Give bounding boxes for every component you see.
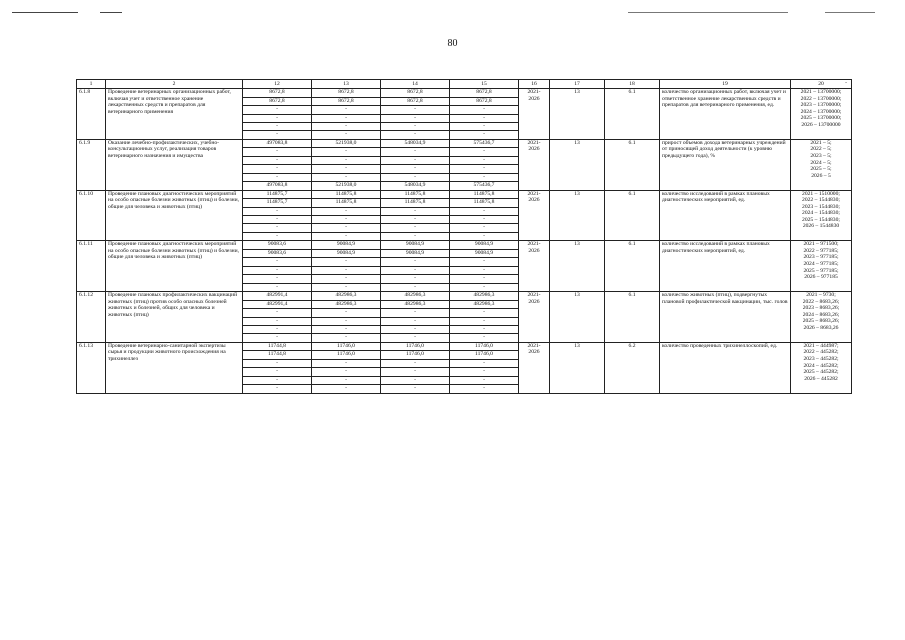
column-17-cell: 13	[550, 241, 605, 292]
value-cell: 548034,9	[381, 181, 450, 190]
value-cell: -	[450, 216, 519, 224]
table-row	[77, 292, 852, 301]
value-cell: -	[243, 106, 312, 114]
value-cell: -	[450, 106, 519, 114]
target-value: 2022 – 5;	[810, 146, 832, 153]
table-row	[77, 139, 852, 148]
value-cell: -	[312, 106, 381, 114]
value-cell: 482986,3	[381, 292, 450, 301]
value-cell: 482986,3	[312, 300, 381, 309]
value-cell: -	[312, 207, 381, 215]
value-cell: -	[312, 216, 381, 224]
value-cell: -	[450, 165, 519, 173]
value-cell: 90084,9	[450, 241, 519, 250]
scan-edge-line	[825, 12, 875, 13]
value-cell: 575436,7	[450, 139, 519, 148]
indicator-cell: количество организационных работ, включая учет и ответственное хранение лекарственных средств и препаратов для ветеринарного применения, ед.	[660, 89, 791, 140]
value-cell: -	[243, 317, 312, 325]
target-value: 2025 – 8683,26;	[802, 318, 840, 325]
header-cell: 19	[660, 80, 791, 89]
value-cell: -	[450, 266, 519, 274]
value-cell: -	[312, 258, 381, 266]
item-name: Проведение ветеринарных организационных работ, включая учет и ответственное хранение лекарственных средств и препаратов для ветеринарного применения	[106, 89, 243, 140]
value-cell: 8672,8	[450, 89, 519, 98]
value-cell: 482986,3	[450, 292, 519, 301]
target-value: 2022 – 977185;	[803, 247, 839, 254]
value-cell: -	[312, 148, 381, 156]
value-cell: 8672,8	[450, 97, 519, 106]
header-cell: 1	[77, 80, 106, 89]
header-cell: 16	[519, 80, 550, 89]
value-cell: 11746,0	[312, 351, 381, 360]
value-cell: -	[381, 216, 450, 224]
period-cell: 2021- 2026	[519, 241, 550, 292]
item-name: Проведение ветеринарно-санитарной экспертизы сырья и продукции животного происхождения на трихинеллез	[106, 342, 243, 393]
value-cell: -	[312, 334, 381, 342]
value-cell: -	[381, 368, 450, 376]
value-cell: 11746,0	[381, 351, 450, 360]
period-cell: 2021- 2026	[519, 190, 550, 241]
value-cell: -	[450, 283, 519, 291]
value-cell: 8672,8	[381, 89, 450, 98]
value-cell: -	[312, 122, 381, 130]
value-cell: -	[450, 385, 519, 393]
header-cell: 12	[243, 80, 312, 89]
value-cell: 8672,8	[312, 97, 381, 106]
value-cell: -	[381, 106, 450, 114]
value-cell: 482991,4	[243, 300, 312, 309]
value-cell: -	[450, 148, 519, 156]
period-cell: 2021- 2026	[519, 139, 550, 190]
value-cell: -	[312, 309, 381, 317]
value-cell: -	[312, 156, 381, 164]
value-cell: -	[381, 283, 450, 291]
value-cell: -	[312, 173, 381, 181]
value-cell: 482986,3	[450, 300, 519, 309]
target-value: 2026 – 1544830	[802, 223, 840, 230]
target-value: 2025 – 977185;	[803, 267, 839, 274]
value-cell: -	[381, 359, 450, 367]
value-cell: -	[312, 385, 381, 393]
value-cell: -	[381, 131, 450, 139]
value-cell: -	[450, 258, 519, 266]
value-cell: 11746,0	[381, 342, 450, 351]
header-label: 20	[818, 80, 824, 87]
target-value: 2023 – 445282;	[803, 355, 839, 362]
target-value: 2024 – 8683,26;	[802, 311, 840, 318]
value-cell: -	[450, 309, 519, 317]
value-cell: 8672,8	[243, 89, 312, 98]
value-cell: -	[381, 165, 450, 173]
indicator-cell: прирост объемов дохода ветеринарных учреждений от приносящей доход деятельности (к уровню предыдущего года), %	[660, 139, 791, 190]
target-value: 2025 – 5;	[810, 166, 832, 173]
target-value: 2023 – 5;	[810, 152, 832, 159]
item-name: Проведение плановых диагностических мероприятий на особо опасные болезни животных (птиц) и болезни, общие для человека и животных (птиц)	[106, 241, 243, 292]
value-cell: 114875,7	[243, 190, 312, 199]
item-id: 6.1.10	[77, 190, 106, 241]
column-17-cell: 13	[550, 292, 605, 343]
target-value: 2021 – 1510000;	[802, 190, 840, 197]
target-value: 2026 – 977185	[804, 274, 838, 281]
value-cell: 8672,8	[243, 97, 312, 106]
value-cell: 114875,8	[381, 190, 450, 199]
column-17-cell: 13	[550, 342, 605, 393]
value-cell: 497083,8	[243, 181, 312, 190]
value-cell: -	[243, 173, 312, 181]
item-id: 6.1.12	[77, 292, 106, 343]
target-value: 2026 – 13700000	[801, 121, 841, 128]
value-cell: -	[243, 148, 312, 156]
target-value: 2024 – 977185;	[803, 261, 839, 268]
value-cell: 11746,0	[450, 351, 519, 360]
target-value: 2022 – 445282;	[803, 349, 839, 356]
target-value: 2025 – 445282;	[803, 369, 839, 376]
value-cell: 114875,7	[243, 199, 312, 208]
target-value: 2026 – 5	[811, 172, 831, 179]
value-cell: -	[381, 317, 450, 325]
target-value: 2021 – 5;	[810, 139, 832, 146]
value-cell: 114875,8	[381, 199, 450, 208]
value-cell: 521938,0	[312, 139, 381, 148]
column-17-cell: 13	[550, 89, 605, 140]
item-name: Проведение плановых профилактических вакцинаций животных (птиц) против особо опасных болезней животных и болезней, общих для человека и животных (птиц)	[106, 292, 243, 343]
target-values-cell	[791, 292, 852, 343]
header-cell: 15	[450, 80, 519, 89]
value-cell: -	[312, 224, 381, 232]
program-table	[76, 79, 852, 394]
target-values-cell	[791, 190, 852, 241]
column-18-cell: 6.1	[605, 89, 660, 140]
header-cell: 18	[605, 80, 660, 89]
value-cell: 521938,0	[312, 181, 381, 190]
target-value: 2023 – 13700000;	[800, 102, 842, 109]
value-cell: 482991,4	[243, 292, 312, 301]
period-cell: 2021- 2026	[519, 89, 550, 140]
value-cell: -	[450, 207, 519, 215]
item-id: 6.1.8	[77, 89, 106, 140]
target-values-cell	[791, 139, 852, 190]
scan-edge-line	[100, 12, 122, 13]
value-cell: 90084,9	[381, 249, 450, 258]
corner-mark: -	[845, 80, 847, 86]
value-cell: -	[243, 207, 312, 215]
item-name: Оказание лечебно-профилактических, учебно-консультационных услуг, реализация товаров ветеринарного назначения и имущества	[106, 139, 243, 190]
value-cell: -	[243, 359, 312, 367]
value-cell: 11744,8	[243, 342, 312, 351]
value-cell: -	[450, 325, 519, 333]
value-cell: -	[243, 309, 312, 317]
target-value: 2025 – 13700000;	[800, 115, 842, 122]
value-cell: -	[312, 275, 381, 283]
value-cell: -	[450, 368, 519, 376]
table-row	[77, 241, 852, 250]
value-cell: -	[450, 317, 519, 325]
value-cell: 11746,0	[312, 342, 381, 351]
value-cell: 8672,8	[312, 89, 381, 98]
value-cell: -	[312, 165, 381, 173]
header-row	[77, 80, 852, 89]
value-cell: -	[381, 156, 450, 164]
value-cell: -	[243, 131, 312, 139]
value-cell: 482986,3	[381, 300, 450, 309]
value-cell: -	[243, 156, 312, 164]
value-cell: -	[243, 258, 312, 266]
value-cell: 90084,9	[381, 241, 450, 250]
value-cell: 497083,8	[243, 139, 312, 148]
target-value: 2021 – 13700000;	[800, 89, 842, 95]
item-id: 6.1.11	[77, 241, 106, 292]
value-cell: 114875,8	[450, 199, 519, 208]
indicator-cell: количество исследований в рамках плановых диагностических мероприятий, ед.	[660, 190, 791, 241]
target-value: 2024 – 1544830;	[802, 210, 840, 217]
value-cell: -	[243, 114, 312, 122]
target-value: 2026 – 8683,26	[803, 324, 839, 331]
header-cell: 14	[381, 80, 450, 89]
indicator-cell: количество животных (птиц), подвергнутых плановой профилактической вакцинации, тыс. голов	[660, 292, 791, 343]
value-cell: -	[312, 368, 381, 376]
target-value: 2022 – 13700000;	[800, 95, 842, 102]
target-value: 2022 – 1544830;	[802, 197, 840, 204]
value-cell: -	[450, 156, 519, 164]
value-cell: 482986,3	[312, 292, 381, 301]
value-cell: -	[381, 376, 450, 384]
value-cell: -	[450, 224, 519, 232]
column-18-cell: 6.1	[605, 241, 660, 292]
target-values-cell	[791, 89, 852, 140]
value-cell: -	[312, 114, 381, 122]
item-id: 6.1.13	[77, 342, 106, 393]
scan-edge-line	[12, 12, 78, 13]
column-17-cell: 13	[550, 139, 605, 190]
table-row	[77, 190, 852, 199]
value-cell: 90083,6	[243, 249, 312, 258]
value-cell: 575436,7	[450, 181, 519, 190]
value-cell: -	[243, 122, 312, 130]
target-value: 2021 – 444987;	[803, 342, 839, 349]
value-cell: -	[381, 207, 450, 215]
value-cell: -	[450, 131, 519, 139]
value-cell: -	[312, 131, 381, 139]
target-value: 2023 – 977185;	[803, 254, 839, 261]
value-cell: 8672,8	[381, 97, 450, 106]
target-value: 2021 – 9730;	[806, 292, 836, 298]
value-cell: -	[381, 334, 450, 342]
target-value: 2024 – 445282;	[803, 362, 839, 369]
column-18-cell: 6.1	[605, 190, 660, 241]
target-values-cell	[791, 241, 852, 292]
header-cell	[791, 80, 852, 89]
value-cell: -	[243, 283, 312, 291]
value-cell: -	[312, 266, 381, 274]
value-cell: -	[243, 232, 312, 240]
value-cell: -	[312, 325, 381, 333]
value-cell: -	[450, 334, 519, 342]
target-value: 2023 – 8683,26;	[802, 305, 840, 312]
value-cell: -	[381, 148, 450, 156]
target-value: 2023 – 1544830;	[802, 203, 840, 210]
value-cell: 90083,6	[243, 241, 312, 250]
value-cell: -	[312, 376, 381, 384]
value-cell: -	[381, 275, 450, 283]
value-cell: -	[381, 266, 450, 274]
value-cell: -	[450, 173, 519, 181]
value-cell: -	[381, 325, 450, 333]
value-cell: -	[312, 232, 381, 240]
value-cell: 548034,9	[381, 139, 450, 148]
value-cell: -	[381, 114, 450, 122]
value-cell: -	[243, 368, 312, 376]
target-value: 2024 – 5;	[810, 159, 832, 166]
value-cell: -	[450, 114, 519, 122]
value-cell: -	[312, 317, 381, 325]
target-value: 2025 – 1544830;	[802, 216, 840, 223]
value-cell: -	[243, 376, 312, 384]
target-value: 2022 – 8683,26;	[802, 298, 840, 305]
value-cell: -	[243, 334, 312, 342]
value-cell: -	[381, 258, 450, 266]
value-cell: -	[243, 224, 312, 232]
value-cell: -	[381, 173, 450, 181]
value-cell: 90084,9	[312, 249, 381, 258]
target-value: 2024 – 13700000;	[800, 108, 842, 115]
value-cell: -	[450, 232, 519, 240]
target-value: 2021 – 971500;	[803, 241, 839, 248]
target-value: 2026 – 445282	[804, 375, 838, 382]
value-cell: -	[450, 275, 519, 283]
value-cell: -	[243, 216, 312, 224]
indicator-cell: количество проведенных трихинеллоскопий, ед.	[660, 342, 791, 393]
value-cell: -	[450, 122, 519, 130]
value-cell: 11744,8	[243, 351, 312, 360]
item-id: 6.1.9	[77, 139, 106, 190]
column-18-cell: 6.1	[605, 139, 660, 190]
value-cell: 11746,0	[450, 342, 519, 351]
value-cell: -	[243, 385, 312, 393]
value-cell: -	[450, 359, 519, 367]
period-cell: 2021- 2026	[519, 292, 550, 343]
value-cell: 114875,8	[312, 199, 381, 208]
value-cell: 114875,8	[312, 190, 381, 199]
table-row	[77, 89, 852, 98]
value-cell: 90084,9	[450, 249, 519, 258]
scan-edge-line	[628, 12, 788, 13]
item-name: Проведение плановых диагностических мероприятий на особо опасные болезни животных (птиц) и болезни, общие для человека и животных (птиц)	[106, 190, 243, 241]
header-cell: 13	[312, 80, 381, 89]
value-cell: -	[243, 165, 312, 173]
value-cell: -	[243, 275, 312, 283]
value-cell: -	[381, 122, 450, 130]
column-18-cell: 6.2	[605, 342, 660, 393]
period-cell: 2021- 2026	[519, 342, 550, 393]
value-cell: -	[243, 325, 312, 333]
value-cell: -	[312, 283, 381, 291]
value-cell: -	[243, 266, 312, 274]
value-cell: -	[312, 359, 381, 367]
table-row	[77, 342, 852, 351]
value-cell: 114875,8	[450, 190, 519, 199]
value-cell: 90084,9	[312, 241, 381, 250]
column-17-cell: 13	[550, 190, 605, 241]
column-18-cell: 6.1	[605, 292, 660, 343]
target-values-cell	[791, 342, 852, 393]
value-cell: -	[381, 224, 450, 232]
value-cell: -	[381, 309, 450, 317]
indicator-cell: количество исследований в рамках плановых диагностических мероприятий, ед.	[660, 241, 791, 292]
header-cell: 2	[106, 80, 243, 89]
page-number: 80	[447, 38, 458, 49]
value-cell: -	[381, 385, 450, 393]
value-cell: -	[381, 232, 450, 240]
value-cell: -	[450, 376, 519, 384]
header-cell: 17	[550, 80, 605, 89]
